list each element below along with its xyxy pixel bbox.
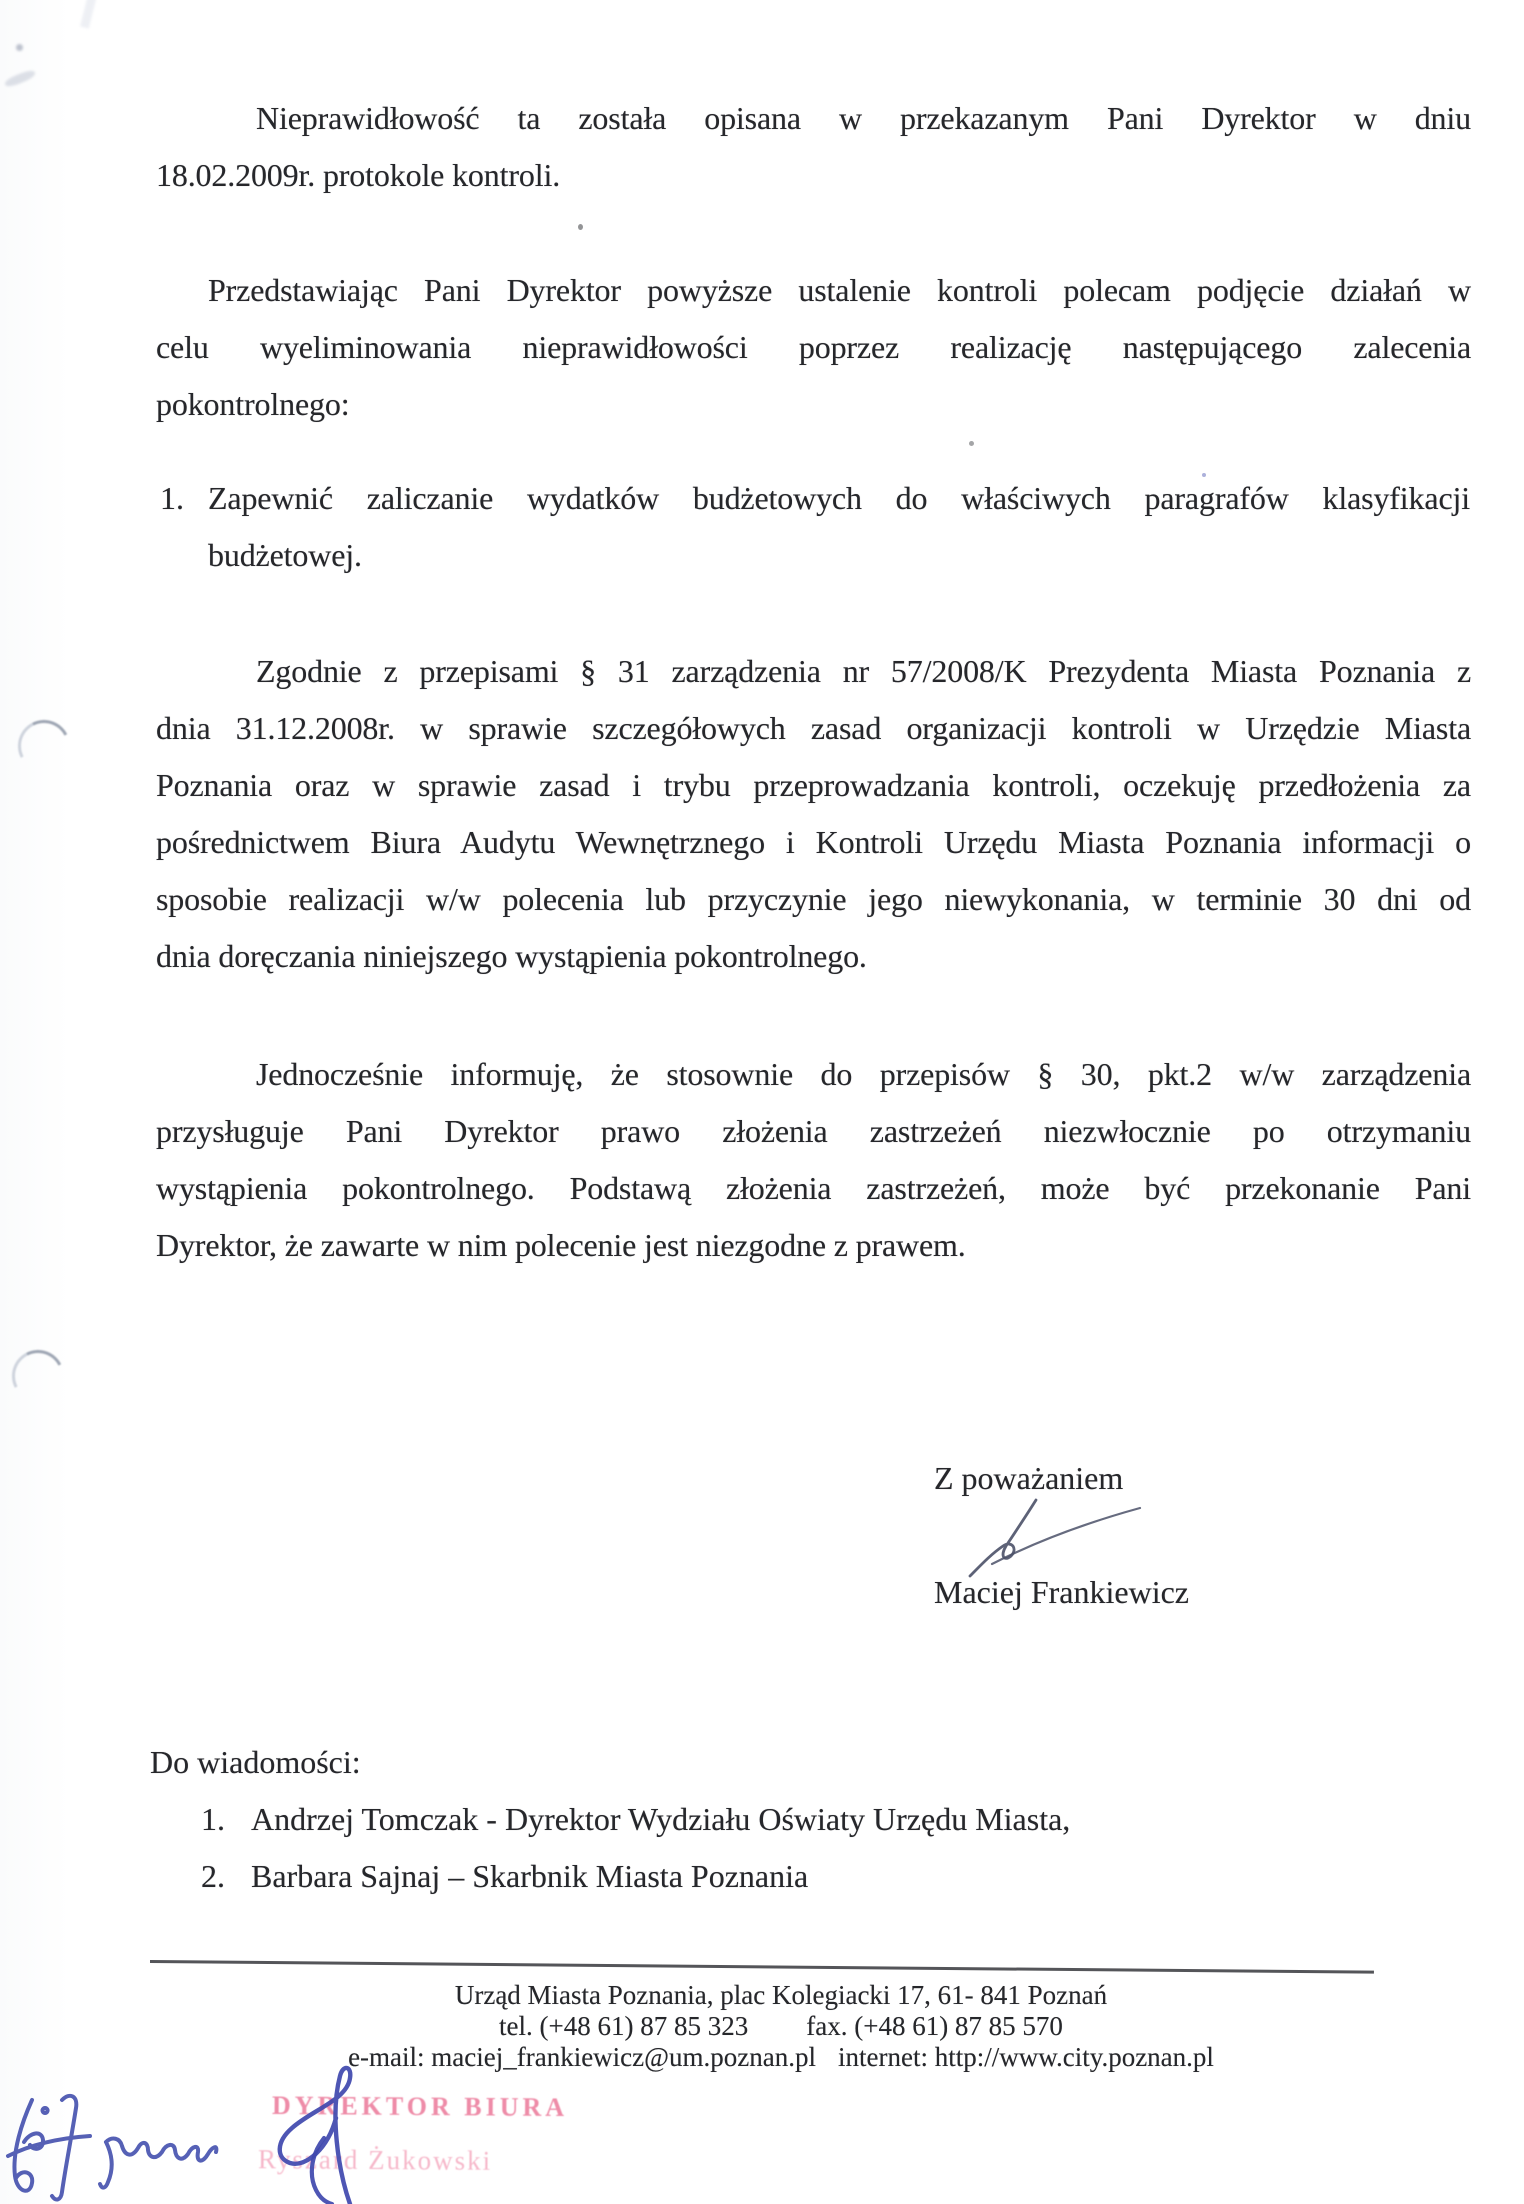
text-line: Jednocześnie informuję, że stosownie do przepisów § 30, pkt.2 w/w zarządzenia [256, 1056, 1471, 1092]
recommendation-item [208, 470, 1470, 584]
text-line: celu wyeliminowania nieprawidłowości poprzez realizację następującego zalecenia [156, 329, 1471, 365]
text-line: dnia 31.12.2008r. w sprawie szczegółowych zasad organizacji kontroli w Urzędzie Miasta [156, 710, 1471, 746]
text-line: dnia doręczania niniejszego wystąpienia pokontrolnego. [156, 938, 867, 974]
cc-heading: Do wiadomości: [150, 1744, 361, 1780]
footer-phone-line [170, 2011, 1392, 2042]
director-signature [262, 2058, 392, 2204]
footer-tel: tel. (+48 61) 87 85 323 [499, 2011, 749, 2041]
signer-name: Maciej Frankiewicz [934, 1574, 1189, 1610]
paragraph-irregularity [156, 90, 1471, 204]
text-line: Poznania oraz w sprawie zasad i trybu przeprowadzania kontroli, oczekuję przedłożenia za [156, 767, 1471, 803]
footer-divider [150, 1960, 1374, 1974]
cc-item-number: 1. [201, 1801, 225, 1837]
text-line: przysługuje Pani Dyrektor prawo złożenia zastrzeżeń niezwłocznie po otrzymaniu [156, 1113, 1471, 1149]
scan-speck [578, 224, 583, 230]
closing-salutation: Z poważaniem [934, 1460, 1124, 1496]
text-line: sposobie realizacji w/w polecenia lub przyczynie jego niewykonania, w terminie 30 dni od [156, 881, 1471, 917]
scan-speck [969, 441, 974, 446]
cc-item [201, 1799, 1351, 1839]
paragraph-directive [156, 262, 1471, 433]
scan-smudge [80, 0, 97, 29]
footer-internet: internet: http://www.city.poznan.pl [838, 2042, 1214, 2072]
recommendation-number: 1. [160, 480, 184, 516]
text-line: budżetowej. [208, 537, 362, 573]
paragraph-objections [156, 1046, 1471, 1274]
cc-item-text: Barbara Sajnaj – Skarbnik Miasta Poznania [251, 1858, 809, 1894]
text-line: pośrednictwem Biura Audytu Wewnętrznego i Kontroli Urzędu Miasta Poznania informacji o [156, 824, 1471, 860]
scan-smudge [3, 68, 36, 88]
hole-punch-mark [5, 1343, 71, 1409]
footer-address-line [170, 1980, 1392, 2011]
stamp-name: Ryszard Żukowski [257, 2144, 493, 2176]
stamp-title: DYREKTOR BIURA [271, 2090, 569, 2123]
handwritten-initials [2, 2086, 242, 2204]
scan-smudge [16, 44, 23, 51]
text-line: Zgodnie z przepisami § 31 zarządzenia nr 57/2008/K Prezydenta Miasta Poznania z [256, 653, 1471, 689]
text-line: wystąpienia pokontrolnego. Podstawą złożenia zastrzeżeń, może być przekonanie Pani [156, 1170, 1471, 1206]
hole-punch-mark [11, 713, 77, 779]
cc-item-text: Andrzej Tomczak - Dyrektor Wydziału Oświaty Urzędu Miasta, [251, 1801, 1071, 1837]
text-line: Przedstawiając Pani Dyrektor powyższe ustalenie kontroli polecam podjęcie działań w [208, 272, 1471, 308]
text-line: Zapewnić zaliczanie wydatków budżetowych do właściwych paragrafów klasyfikacji [208, 480, 1470, 516]
text-line: Dyrektor, że zawarte w nim polecenie jest niezgodne z prawem. [156, 1227, 966, 1263]
footer-address: Urząd Miasta Poznania, plac Kolegiacki 17, 61- 841 Poznań [454, 1980, 1108, 2010]
text-line: pokontrolnego: [156, 386, 350, 422]
cc-item [201, 1856, 1351, 1896]
footer-email: e-mail: maciej_frankiewicz@um.poznan.pl [348, 2042, 816, 2072]
paragraph-legal-basis [156, 643, 1471, 985]
footer-fax: fax. (+48 61) 87 85 570 [806, 2011, 1063, 2041]
text-line: 18.02.2009r. protokole kontroli. [156, 157, 561, 193]
text-line: Nieprawidłowość ta została opisana w przekazanym Pani Dyrektor w dniu [256, 100, 1471, 136]
cc-item-number: 2. [201, 1858, 225, 1894]
